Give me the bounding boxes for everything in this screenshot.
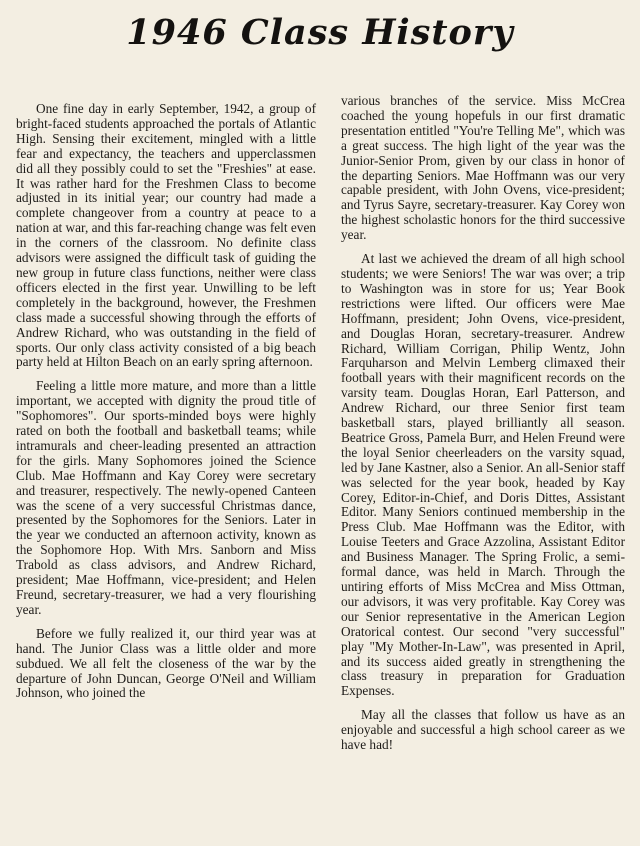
left-column	[16, 102, 316, 710]
paragraph-sophomore-year: Feeling a little more mature, and more than a little important, we accepted with dignity the proud title of "Sophomores". Our sports-minded boys were highly rated on both the football and basketball teams; while intramurals and cheer-leading presented an attraction for the girls. Many Sophomores joined the Science Club. Mae Hoffmann and Kay Corey were secretary and treasurer, respectively. The newly-opened Canteen was the scene of a very successful Christmas dance, presented by the Sophomores for the Seniors. Later in the year we conducted an afternoon activity, known as the Sophomore Hop. With Mrs. Sanborn and Miss Trabold as class advisors, and Andrew Richard, president; Mae Hoffmann, vice-president; and Helen Freund, secretary-treasurer, we had a very flourishing year.	[16, 378, 316, 617]
right-column	[341, 94, 625, 762]
page-title: 1946 Class History	[126, 12, 514, 53]
paragraph-closing: May all the classes that follow us have as an enjoyable and successful a high school career as we have had!	[341, 707, 625, 753]
paragraph-junior-year-continued: various branches of the service. Miss McCrea coached the young hopefuls in our first dramatic presentation entitled "You're Telling Me", which was a great success. The high light of the year was the Junior-Senior Prom, given by our class in honor of the departing Seniors. Mae Hoffmann was our very capable president, with John Ovens, vice-president; and Tyrus Sayre, secretary-treasurer. Kay Corey won the highest scholastic honors for the third successive year.	[341, 93, 625, 243]
paragraph-senior-year: At last we achieved the dream of all high school students; we were Seniors! The war was over; a trip to Washington was in store for us; Year Book restrictions were lifted. Our officers were Mae Hoffmann, president; John Ovens, vice-president, and Douglas Horan, secretary-treasurer. Andrew Richard, William Corrigan, Philip Wentz, John Farquharson and Melvin Lemberg climaxed their football years with their magnificent records on the varsity team. Douglas Horan, Earl Patterson, and Andrew Richard, our three Senior first team basketball stars, played brilliantly all season. Beatrice Gross, Pamela Burr, and Helen Freund were the loyal Senior cheerleaders on the varsity squad, led by Jane Kastner, also a Senior. An all-Senior staff was selected for the year book, headed by Kay Corey, Editor-in-Chief, and Doris Dittes, Assistant Editor. Many Seniors continued membership in the Press Club. Mae Hoffmann was the Editor, with Louise Teeters and Grace Azzolina, Assistant Editor and Business Manager. The Spring Frolic, a semi-formal dance, was held in March. Through the untiring efforts of Miss McCrea and Miss Ottman, our advisors, it was very profitable. Kay Corey was our Senior representative in the American Legion Oratorical contest. Our second "very successful" play "My Mother-In-Law", was presented in April, and its success aided greatly in strengthening the class treasury in preparation for Graduation Expenses.	[341, 251, 625, 699]
paragraph-freshman-year: One fine day in early September, 1942, a group of bright-faced students approached the portals of Atlantic High. Sensing their excitement, mingled with a little fear and expectancy, the teachers and upperclassmen did all they possibly could to set the "Freshies" at ease. It was rather hard for the Freshmen Class to become adjusted in its initial year; our country had made a complete changeover from a country at peace to a nation at war, and this far-reaching change was felt even in the corners of the classroom. No definite class advisors were assigned the difficult task of guiding the new group in future class functions, neither were class officers elected in the first year. Unwilling to be left completely in the background, however, the Freshmen class made a successful showing through the efforts of Andrew Richard, who was outstanding in the field of sports. Our only class activity consisted of a big beach party held at Hilton Beach on an early spring afternoon.	[16, 101, 316, 370]
paragraph-junior-year-start: Before we fully realized it, our third year was at hand. The Junior Class was a little older and more subdued. We all felt the closeness of the war by the departure of John Duncan, George O'Neil and William Johnson, who joined the	[16, 625, 316, 701]
